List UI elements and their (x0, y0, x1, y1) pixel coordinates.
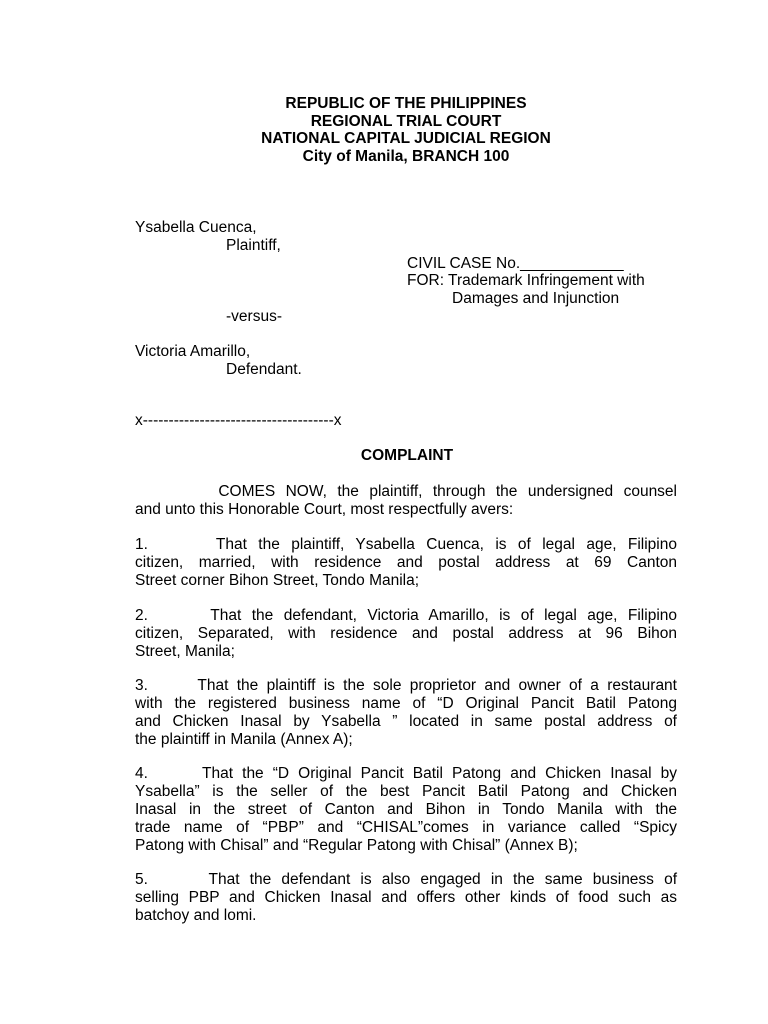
paragraph-line: with the registered business name of “D Original Pancit Batil Patong (135, 695, 677, 712)
intro-paragraph (135, 483, 677, 519)
paragraph-line: 5. That the defendant is also engaged in the same business of (135, 871, 677, 888)
paragraph-line: Inasal in the street of Canton and Bihon in Tondo Manila with the (135, 801, 677, 818)
paragraph-line: 3. That the plaintiff is the sole proprietor and owner of a restaurant (135, 677, 677, 694)
paragraph-4 (135, 765, 677, 855)
paragraph-2 (135, 607, 677, 661)
caption-separator: x-------------------------------------x (135, 412, 342, 429)
caption-republic: REPUBLIC OF THE PHILIPPINES (285, 95, 527, 112)
paragraph-line: selling PBP and Chicken Inasal and offers other kinds of food such as (135, 889, 677, 906)
paragraph-line: 1. That the plaintiff, Ysabella Cuenca, is of legal age, Filipino (135, 536, 677, 553)
paragraph-3 (135, 677, 677, 749)
caption-region: NATIONAL CAPITAL JUDICIAL REGION (261, 130, 551, 147)
case-nature-line1: FOR: Trademark Infringement with (407, 272, 645, 289)
plaintiff-name: Ysabella Cuenca, (135, 219, 257, 236)
paragraph-line: citizen, Separated, with residence and postal address at 96 Bihon (135, 625, 677, 642)
paragraph-line: citizen, married, with residence and postal address at 69 Canton (135, 554, 677, 571)
paragraph-line: trade name of “PBP” and “CHISAL”comes in variance called “Spicy (135, 819, 677, 836)
intro-line: and unto this Honorable Court, most respectfully avers: (135, 501, 514, 518)
case-nature-line2: Damages and Injunction (452, 290, 620, 307)
versus-label: -versus- (226, 308, 282, 325)
defendant-name: Victoria Amarillo, (135, 343, 251, 360)
paragraph-line: Ysabella” is the seller of the best Pancit Batil Patong and Chicken (135, 783, 677, 800)
civil-case-number: CIVIL CASE No.____________ (407, 255, 624, 272)
paragraph-line: the plaintiff in Manila (Annex A); (135, 731, 353, 748)
paragraph-line: 2. That the defendant, Victoria Amarillo, is of legal age, Filipino (135, 607, 677, 624)
paragraph-1 (135, 536, 677, 590)
defendant-label: Defendant. (226, 361, 302, 378)
document-title: COMPLAINT (360, 447, 454, 464)
intro-line: COMES NOW, the plaintiff, through the undersigned counsel (135, 483, 677, 500)
caption-city-branch: City of Manila, BRANCH 100 (302, 148, 510, 165)
paragraph-line: Patong with Chisal” and “Regular Patong with Chisal” (Annex B); (135, 837, 578, 854)
paragraph-line: Street, Manila; (135, 643, 235, 660)
paragraph-line: Street corner Bihon Street, Tondo Manila; (135, 572, 420, 589)
paragraph-line: and Chicken Inasal by Ysabella ” located in same postal address of (135, 713, 677, 730)
paragraph-line: batchoy and lomi. (135, 907, 257, 924)
caption-court: REGIONAL TRIAL COURT (310, 113, 502, 130)
paragraph-line: 4. That the “D Original Pancit Batil Patong and Chicken Inasal by (135, 765, 677, 782)
plaintiff-label: Plaintiff, (226, 237, 281, 254)
paragraph-5 (135, 871, 677, 925)
